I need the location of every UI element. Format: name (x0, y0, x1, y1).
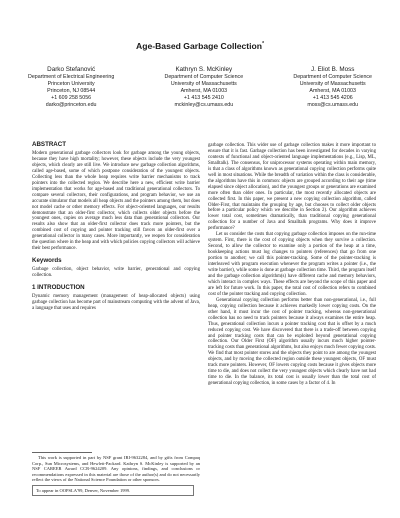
abstract-text: Modern generational garbage collectors look for garbage among the young objects, because they have high mortality; however, these objects include the very youngest objects, which clearly are still live. We introduce new garbage collection algorithms, called age-based, some of which postpone consideration of the youngest objects. Collecting less than the whole heap requires write barrier mechanisms to track pointers into the collected region. We describe here a new, efficient write barrier implementation that works for age-based and traditional generational collectors. To compare several collectors, their configurations, and program behavior, we use an accurate simulator that models all heap objects and the pointers among them, but does not model cache or other memory effects. For object-oriented languages, our results demonstrate that an older-first collector, which collects older objects before the youngest ones, copies on average much less data than generational collectors. Our results also show that an older-first collector does track more pointers, but the combined cost of copying and pointer tracking still favors an older-first over a generational collector in many cases. More importantly, we reopen for consideration the question where in the heap and with which policies copying collectors will achieve their best performance. (32, 151, 201, 252)
right-column (208, 143, 376, 387)
title-text: Age-Based Garbage Collection (135, 41, 263, 51)
introduction-heading: 1 INTRODUCTION (32, 284, 85, 292)
author-email: darko@princeton.edu (45, 102, 97, 109)
author-name: Darko Stefanović (47, 66, 96, 73)
author-phone: +1 609 258 5056 (51, 95, 92, 102)
author-city: Princeton, NJ 08544 (47, 88, 96, 95)
author-3 (293, 65, 372, 109)
author-block (28, 65, 372, 109)
author-inst: University of Massachusetts (170, 81, 237, 88)
author-inst: University of Massachusetts (299, 81, 366, 88)
left-column (32, 141, 200, 312)
body-paragraph: garbage collection. This wider use of garbage collection makes it more important to ensure that it is fast. Garbage collection has been investigated for decades in varying contexts of functional and object-oriented language implementations (e.g., Lisp, ML, Smalltalk). The consensus, for uniprocessor systems operating within main memory, is that a class of algorithms known as generational copying collection performs quite well in most situations. While the breadth of variation within the class is considerable, the algorithms have this in common: objects are grouped according to their age (time elapsed since object allocation), and the youngest groups or generations are examined more often than older ones. In particular, the most recently allocated objects are collected first. In this paper, we present a new copying collection algorithm, called Older-First, that maintains the grouping by age, but chooses to collect older objects before a particular policy which we describe in Section 2). Our algorithm achieves lower total cost, sometimes dramatically, than traditional copying generational collection for a number of Java and Smalltalk programs. Why does it improve performance? (208, 143, 376, 232)
author-city: Amherst, MA 01003 (180, 88, 228, 95)
author-inst: Princeton University (47, 81, 95, 88)
author-email: moss@cs.umass.edu (307, 102, 359, 109)
paper-title (0, 41, 400, 51)
body-paragraph: Generational copying collection performs better than non-generational, i.e., full heap, copying collection because it achieves markedly lower copying costs. On the other hand, it must incur the cost of pointer tracking, whereas non-generational collection has no need to track pointers because it always examines the entire heap. Thus, generational collection incurs a pointer tracking cost that is offset by a much reduced copying cost. We have discovered that there is a trade-off between copying and pointer tracking costs that can be exploited beyond generational copying collection. Our Older First (OF) algorithm usually incurs much higher pointer-tracking costs than generational algorithms, but also enjoys much fewer copying costs. We find that most pointer stores and the objects they point to are among the youngest objects, and by moving the collected region outside these youngest objects, OF must track more pointers. However, OF lowers copying costs because it gives objects more time to die, and does not collect the very youngest objects which clearly have not had time to die. In the balance, its total cost is usually lower than the total cost of generational copying collection, in some cases by a factor of 4. In (208, 297, 377, 387)
keywords-text: Garbage collection, object behavior, write barrier, generational and copying collection. (32, 267, 200, 279)
body-paragraph: Let us consider the costs that copying garbage collection imposes on the run-time system. First, there is the cost of copying objects when they survive a collection. Second, to allow the collector to examine only a portion of the heap at a time, bookkeeping actions must log changes to pointers (references) that go from one portion to another; we call this pointer-tracking. Some of the pointer-tracking is interleaved with program execution whenever the program writes a pointer (i.e., the write barrier), while some is done at garbage collection time. Third, the program itself and the garbage collection algorithm(s) have different cache and memory behaviors, which interact in complex ways. These effects are beyond the scope of this paper and are left for future work. In this paper, the total cost of collection refers to combined cost of the pointer tracking and copying collection. (208, 232, 376, 297)
introduction-text: Dynamic memory management (management of heap-allocated objects) using garbage collection has become part of mainstream computing with the advent of Java, a language that uses and requires (32, 294, 200, 312)
author-dept: Department of Electrical Engineering (28, 74, 115, 80)
footnote-rule (32, 452, 92, 453)
keywords-heading: Keywords (32, 257, 62, 265)
venue-text: To appear in OOPSLA'99, Denver, November 1999. (36, 488, 131, 493)
author-1 (28, 65, 114, 109)
author-dept: Department of Computer Science (293, 74, 372, 80)
author-city: Amherst, MA 01003 (309, 88, 356, 95)
author-phone: +1 413 545 2410 (183, 95, 224, 102)
author-name: J. Eliot B. Moss (311, 66, 355, 73)
author-email: mckinley@cs.umass.edu (174, 102, 234, 109)
abstract-heading: ABSTRACT (32, 141, 67, 148)
venue-box (32, 485, 194, 496)
funding-text: This work is supported in part by NSF grant IRI-9632284, and by gifts from Compaq Corp., Sun Microsystems, and Hewlett-Packard. Kathryn S. McKinley is supported by an NSF CAREER Award CCR-9624209. Any opinions, findings, and conclusions or recommendations expressed in this material are those of the author(s) and do not necessarily reflect the views of the National Science Foundation or other sponsors. (32, 455, 200, 482)
funding-footnote (32, 455, 200, 483)
author-2 (165, 65, 244, 109)
author-phone: +1 413 545 4206 (312, 95, 353, 102)
author-dept: Department of Computer Science (164, 74, 244, 80)
title-footnote-mark: * (262, 41, 265, 48)
author-name: Kathryn S. McKinley (175, 66, 233, 73)
